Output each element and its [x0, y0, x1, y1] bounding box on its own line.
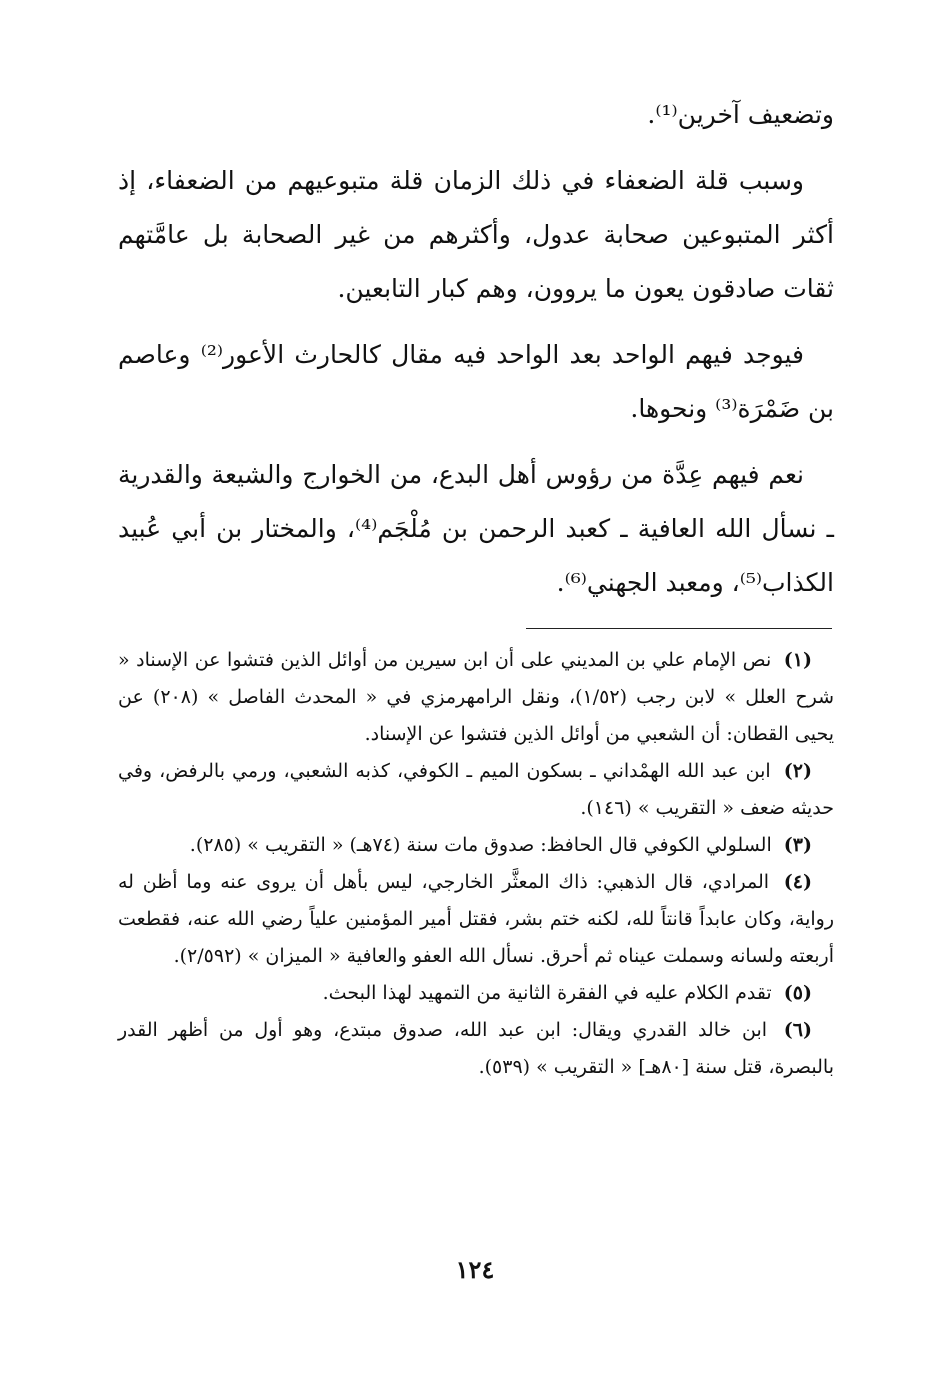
footnote-3: [118, 827, 834, 864]
footnote-number: (٢): [783, 760, 812, 782]
footnotes: [118, 642, 834, 1086]
footnote-text: المرادي، قال الذهبي: ذاك المعثَّر الخارجي، ليس بأهل أن يروى عنه وما أظن له رواية، وكان عابداً قانتاً لله، لكنه ختم بشر، فقتل أمير المؤمنين علياً رضي الله عنه، فقطعت أربعته ولسانه وسملت عيناه ثم أحرق. نسأل الله العفو والعافية « الميزان » (٢/٥٩٢).: [118, 871, 834, 967]
footnote-number: (٦): [783, 1019, 812, 1041]
footnote-text: تقدم الكلام عليه في الفقرة الثانية من التمهيد لهذا البحث.: [322, 982, 772, 1004]
paragraph-3: فيوجد فيهم الواحد بعد الواحد فيه مقال كالحارث الأعور⁽²⁾ وعاصم بن ضَمْرَة⁽³⁾ ونحوها.: [118, 340, 834, 423]
footnote-text: ابن خالد القدري ويقال: ابن عبد الله، صدوق مبتدع، وهو أول من أظهر القدر بالبصرة، قتل سنة [٨٠هـ] « التقريب » (٥٣٩).: [118, 1019, 834, 1078]
paragraph-2: وسبب قلة الضعفاء في ذلك الزمان قلة متبوعيهم من الضعفاء، إذ أكثر المتبوعين صحابة عدول، وأكثرهم من غير الصحابة بل عامَّتهم ثقات صادقون يعون ما يروون، وهم كبار التابعين.: [118, 166, 834, 303]
footnote-5: [118, 975, 834, 1012]
footnote-text: نص الإمام علي بن المديني على أن ابن سيرين من أوائل الذين فتشوا عن الإسناد « شرح العلل » لابن رجب (١/٥٢)، ونقل الرامهرمزي في « المحدث الفاصل » (٢٠٨) عن يحيى القطان: أن الشعبي من أوائل الذين فتشوا عن الإسناد.: [118, 649, 834, 745]
footnote-separator: [526, 628, 832, 629]
footnote-number: (٥): [783, 982, 812, 1004]
footnote-number: (٤): [783, 871, 812, 893]
paragraph-1: وتضعيف آخرين⁽¹⁾.: [647, 100, 834, 129]
footnote-text: ابن عبد الله الهمْداني ـ بسكون الميم ـ الكوفي، كذبه الشعبي، ورمي بالرفض، وفي حديثه ضعف « التقريب » (١٤٦).: [118, 760, 834, 819]
footnote-4: [118, 864, 834, 975]
paragraph-4: نعم فيهم عِدَّة من رؤوس أهل البدع، من الخوارج والشيعة والقدرية ـ نسأل الله العافية ـ كعبد الرحمن بن مُلْجَم⁽⁴⁾، والمختار بن أبي عُبيد الكذاب⁽⁵⁾، ومعبد الجهني⁽⁶⁾.: [118, 460, 834, 597]
footnote-number: (١): [783, 649, 812, 671]
footnote-2: [118, 753, 834, 827]
main-text: [118, 88, 834, 622]
footnote-6: [118, 1012, 834, 1086]
page-number: ١٢٤: [455, 1255, 495, 1284]
footnote-text: السلولي الكوفي قال الحافظ: صدوق مات سنة (٧٤هـ) « التقريب » (٢٨٥).: [189, 834, 772, 856]
footnote-1: [118, 642, 834, 753]
footnote-number: (٣): [783, 834, 812, 856]
